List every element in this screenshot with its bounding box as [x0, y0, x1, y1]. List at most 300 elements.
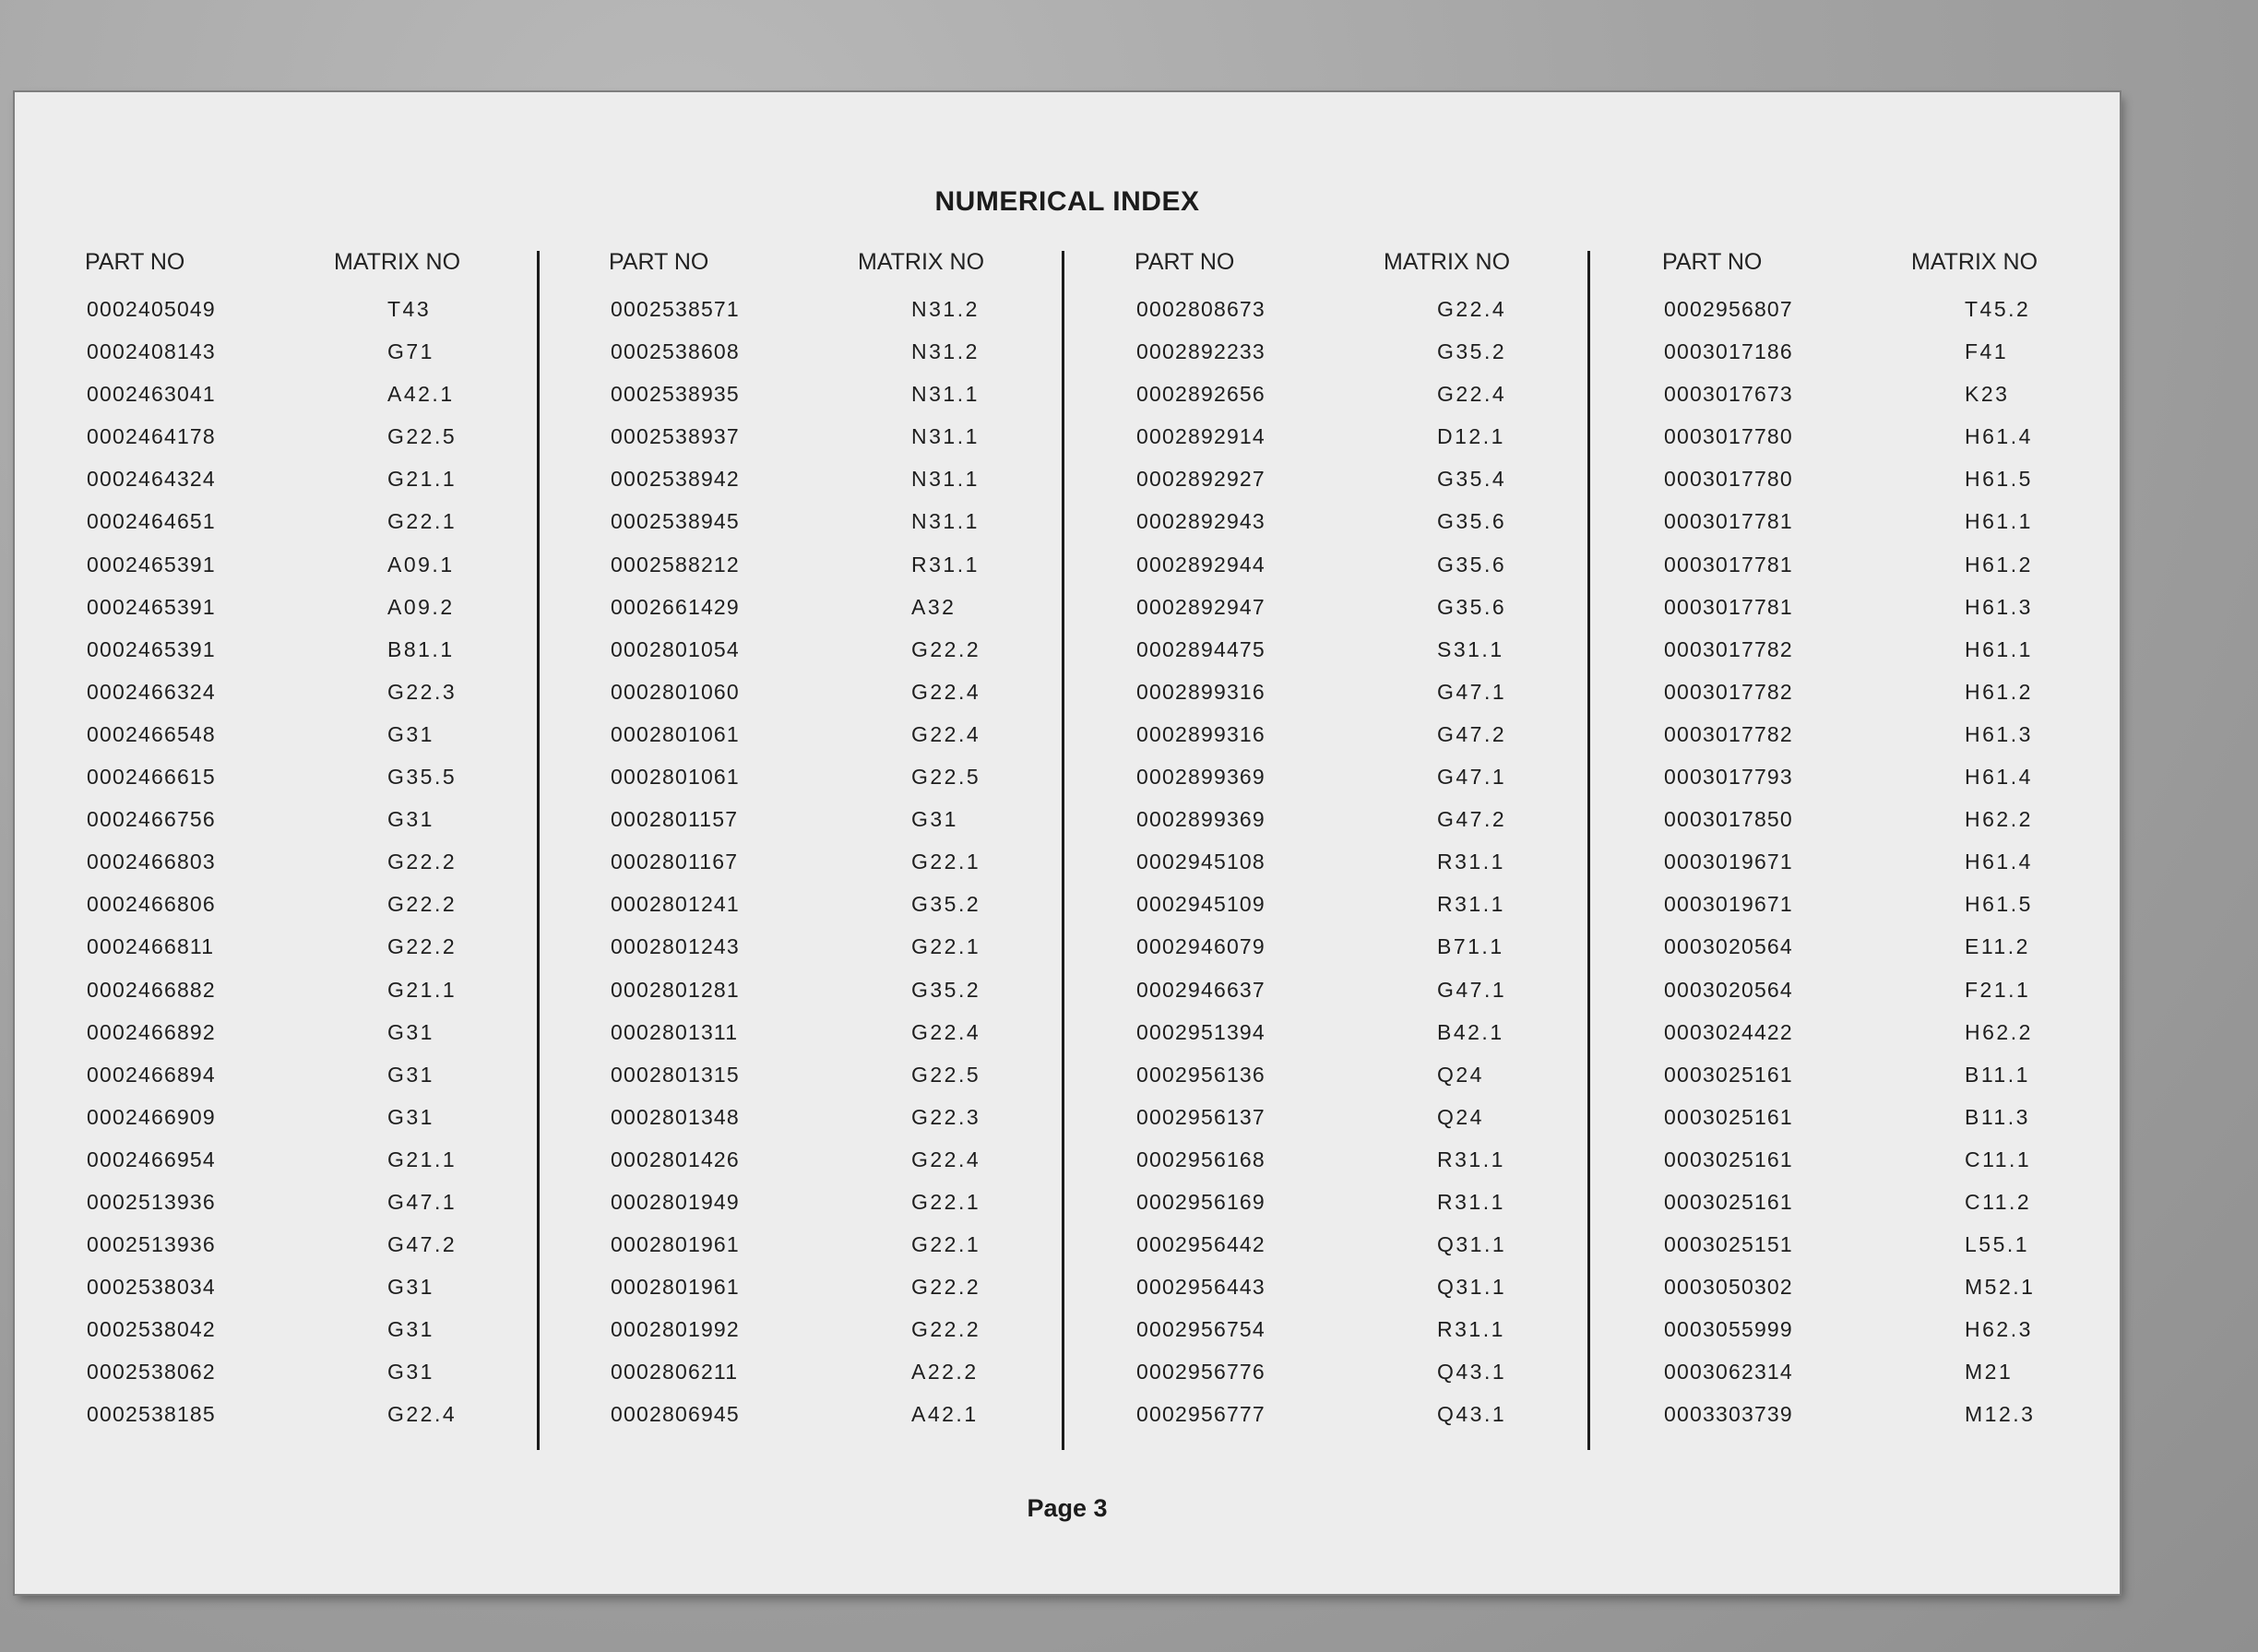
matrix-number: R31.1 [911, 552, 980, 576]
matrix-number: G22.4 [1437, 297, 1507, 321]
part-number: 0002801167 [611, 850, 739, 874]
index-row [609, 509, 1088, 552]
index-column-1 [85, 249, 564, 1445]
index-row [609, 467, 1088, 509]
index-row [1135, 722, 1614, 765]
part-number: 0003024422 [1664, 1019, 1793, 1044]
part-number: 0002801061 [611, 765, 740, 790]
index-row [1662, 1317, 2142, 1360]
matrix-number: G21.1 [387, 467, 458, 492]
part-number: 0002956777 [1136, 1402, 1266, 1427]
part-number: 0003303739 [1664, 1402, 1793, 1427]
part-number: 0002899316 [1136, 679, 1266, 704]
index-row [85, 765, 564, 807]
matrix-number: G22.4 [1437, 382, 1507, 407]
column-divider [1587, 251, 1590, 1450]
index-row [1135, 1360, 1614, 1402]
matrix-no-header: MATRIX NO [1911, 249, 2038, 275]
index-rows [1662, 297, 2142, 1445]
index-row [609, 1063, 1088, 1105]
index-row [85, 1232, 564, 1275]
part-number: 0002945109 [1136, 892, 1266, 917]
matrix-number: R31.1 [1437, 1317, 1505, 1342]
matrix-number: G35.2 [911, 892, 981, 917]
index-row [1662, 765, 2142, 807]
matrix-number: B71.1 [1437, 934, 1504, 959]
index-row [1662, 1147, 2142, 1190]
index-row [1135, 509, 1614, 552]
index-row [1662, 297, 2142, 339]
part-number: 0002894475 [1136, 636, 1266, 661]
part-number: 0002956807 [1664, 297, 1793, 321]
part-number: 0002892914 [1136, 424, 1266, 449]
part-number: 0002801992 [611, 1317, 740, 1342]
part-number: 0002405049 [87, 297, 216, 321]
part-number: 0002538942 [611, 467, 740, 492]
part-number: 0003062314 [1664, 1360, 1793, 1385]
matrix-number: G22.2 [387, 892, 458, 917]
part-number: 0002465391 [87, 594, 216, 619]
index-row [85, 339, 564, 382]
index-row [609, 297, 1088, 339]
index-row [85, 1105, 564, 1147]
index-row [85, 1020, 564, 1063]
part-number: 0003020564 [1664, 977, 1793, 1002]
column-header [1662, 249, 2142, 286]
matrix-number: R31.1 [1437, 892, 1505, 917]
part-number: 0002801241 [611, 892, 740, 917]
matrix-number: N31.2 [911, 339, 980, 364]
index-row [1662, 1275, 2142, 1317]
matrix-number: R31.1 [1437, 1147, 1505, 1171]
matrix-number: G47.1 [1437, 977, 1507, 1002]
index-row [1662, 850, 2142, 892]
index-row [85, 850, 564, 892]
index-row [85, 467, 564, 509]
index-rows [85, 297, 564, 1445]
index-row [1662, 1232, 2142, 1275]
part-no-header: PART NO [85, 249, 185, 275]
part-number: 0002466892 [87, 1019, 216, 1044]
page-title: NUMERICAL INDEX [934, 186, 1200, 217]
matrix-number: B81.1 [387, 636, 455, 661]
index-row [1135, 553, 1614, 595]
column-header [609, 249, 1088, 286]
part-number: 0002538042 [87, 1317, 216, 1342]
index-row [85, 1063, 564, 1105]
part-number: 0002538937 [611, 424, 740, 449]
matrix-number: H61.5 [1965, 892, 2033, 917]
part-number: 0002956443 [1136, 1275, 1266, 1300]
matrix-number: A42.1 [387, 382, 455, 407]
matrix-no-header: MATRIX NO [1384, 249, 1511, 275]
matrix-number: G22.4 [387, 1402, 458, 1427]
matrix-number: H61.5 [1965, 467, 2033, 492]
matrix-number: G31 [911, 807, 958, 832]
matrix-number: T45.2 [1965, 297, 2031, 321]
index-row [1135, 424, 1614, 467]
index-row [1135, 850, 1614, 892]
part-number: 0002899369 [1136, 765, 1266, 790]
index-row [609, 339, 1088, 382]
part-number: 0002801054 [611, 636, 740, 661]
part-number: 0002801157 [611, 807, 739, 832]
part-number: 0003025161 [1664, 1104, 1793, 1129]
index-row [1135, 892, 1614, 934]
index-row [609, 1232, 1088, 1275]
part-number: 0003017781 [1664, 594, 1793, 619]
index-row [85, 637, 564, 680]
column-divider [1062, 251, 1064, 1450]
index-row [609, 680, 1088, 722]
part-number: 0002946079 [1136, 934, 1266, 959]
part-number: 0002899316 [1136, 721, 1266, 746]
index-row [1135, 1063, 1614, 1105]
matrix-number: G21.1 [387, 977, 458, 1002]
matrix-number: G47.1 [1437, 765, 1507, 790]
index-row [1135, 297, 1614, 339]
matrix-number: G22.4 [911, 721, 981, 746]
index-row [1662, 424, 2142, 467]
matrix-number: G35.6 [1437, 594, 1507, 619]
index-row [609, 424, 1088, 467]
part-number: 0002538034 [87, 1275, 216, 1300]
index-row [1662, 1063, 2142, 1105]
index-row [1662, 1402, 2142, 1444]
matrix-number: A32 [911, 594, 957, 619]
index-row [609, 595, 1088, 637]
index-row [609, 1190, 1088, 1232]
index-row [1662, 680, 2142, 722]
matrix-number: G35.2 [911, 977, 981, 1002]
part-number: 0002892927 [1136, 467, 1266, 492]
matrix-number: G22.2 [911, 1317, 981, 1342]
index-row [1135, 765, 1614, 807]
index-row [609, 1317, 1088, 1360]
index-row [609, 1275, 1088, 1317]
part-number: 0002464178 [87, 424, 216, 449]
index-row [1662, 1360, 2142, 1402]
part-number: 0002956136 [1136, 1062, 1266, 1087]
part-number: 0002801060 [611, 679, 740, 704]
index-row [609, 1360, 1088, 1402]
index-row [1662, 934, 2142, 977]
index-row [1662, 382, 2142, 424]
part-number: 0002892944 [1136, 552, 1266, 576]
matrix-number: Q24 [1437, 1062, 1484, 1087]
index-row [609, 934, 1088, 977]
matrix-number: G47.1 [387, 1189, 458, 1214]
index-row [85, 382, 564, 424]
part-number: 0002801426 [611, 1147, 740, 1171]
part-number: 0002946637 [1136, 977, 1266, 1002]
matrix-number: B11.3 [1965, 1104, 2030, 1129]
part-number: 0002466811 [87, 934, 215, 959]
index-row [85, 1402, 564, 1444]
matrix-number: G22.4 [911, 679, 981, 704]
part-number: 0002513936 [87, 1232, 216, 1257]
index-row [1135, 382, 1614, 424]
index-row [609, 722, 1088, 765]
part-number: 0003017780 [1664, 467, 1793, 492]
index-row [609, 1402, 1088, 1444]
index-row [1662, 1105, 2142, 1147]
part-number: 0002945108 [1136, 850, 1266, 874]
index-row [85, 934, 564, 977]
index-row [85, 1147, 564, 1190]
matrix-number: G47.2 [1437, 721, 1507, 746]
part-number: 0002801315 [611, 1062, 740, 1087]
part-number: 0002892233 [1136, 339, 1266, 364]
matrix-number: M12.3 [1965, 1402, 2036, 1427]
part-number: 0003025151 [1664, 1232, 1793, 1257]
part-number: 0002801281 [611, 977, 740, 1002]
index-column-3 [1135, 249, 1614, 1445]
part-number: 0002801949 [611, 1189, 740, 1214]
part-number: 0002892943 [1136, 509, 1266, 534]
matrix-number: A22.2 [911, 1360, 979, 1385]
matrix-number: G22.3 [911, 1104, 981, 1129]
matrix-number: G31 [387, 721, 434, 746]
matrix-number: M52.1 [1965, 1275, 2036, 1300]
index-row [1135, 595, 1614, 637]
matrix-number: K23 [1965, 382, 2010, 407]
part-number: 0003017850 [1664, 807, 1793, 832]
part-number: 0002466894 [87, 1062, 216, 1087]
matrix-number: G22.5 [911, 765, 981, 790]
matrix-number: G22.2 [911, 1275, 981, 1300]
part-number: 0002956169 [1136, 1189, 1266, 1214]
index-row [1662, 1020, 2142, 1063]
part-number: 0002466806 [87, 892, 216, 917]
part-number: 0002465391 [87, 636, 216, 661]
matrix-number: H61.3 [1965, 594, 2033, 619]
matrix-number: G22.4 [911, 1147, 981, 1171]
index-row [609, 892, 1088, 934]
part-number: 0002899369 [1136, 807, 1266, 832]
matrix-no-header: MATRIX NO [858, 249, 985, 275]
index-row [1135, 680, 1614, 722]
part-number: 0003017782 [1664, 679, 1793, 704]
part-number: 0002956168 [1136, 1147, 1266, 1171]
matrix-number: H61.4 [1965, 765, 2033, 790]
matrix-number: G35.6 [1437, 509, 1507, 534]
index-row [609, 850, 1088, 892]
index-column-2 [609, 249, 1088, 1445]
matrix-number: N31.1 [911, 382, 980, 407]
matrix-number: G35.2 [1437, 339, 1507, 364]
matrix-number: N31.1 [911, 467, 980, 492]
column-header [1135, 249, 1614, 286]
part-number: 0002956776 [1136, 1360, 1266, 1385]
matrix-number: Q31.1 [1437, 1275, 1507, 1300]
matrix-number: C11.1 [1965, 1147, 2032, 1171]
matrix-number: G31 [387, 1062, 434, 1087]
matrix-number: H62.2 [1965, 1019, 2033, 1044]
matrix-no-header: MATRIX NO [334, 249, 461, 275]
matrix-number: S31.1 [1437, 636, 1504, 661]
index-row [85, 424, 564, 467]
matrix-number: G35.4 [1437, 467, 1507, 492]
part-number: 0002465391 [87, 552, 216, 576]
matrix-number: G22.1 [911, 1232, 981, 1257]
matrix-number: G22.3 [387, 679, 458, 704]
index-row [85, 297, 564, 339]
index-row [609, 1020, 1088, 1063]
part-number: 0002808673 [1136, 297, 1266, 321]
matrix-number: B11.1 [1965, 1062, 2030, 1087]
matrix-number: G47.2 [1437, 807, 1507, 832]
matrix-number: N31.1 [911, 509, 980, 534]
index-row [85, 509, 564, 552]
part-number: 0002956754 [1136, 1317, 1266, 1342]
matrix-number: F41 [1965, 339, 2009, 364]
index-row [1662, 978, 2142, 1020]
matrix-number: G22.4 [911, 1019, 981, 1044]
part-number: 0003017186 [1664, 339, 1793, 364]
matrix-number: B42.1 [1437, 1019, 1504, 1044]
part-number: 0002801348 [611, 1104, 740, 1129]
part-no-header: PART NO [1135, 249, 1235, 275]
index-row [609, 978, 1088, 1020]
part-number: 0002408143 [87, 339, 216, 364]
matrix-number: G31 [387, 1104, 434, 1129]
part-number: 0002892947 [1136, 594, 1266, 619]
part-number: 0003055999 [1664, 1317, 1793, 1342]
part-number: 0002538935 [611, 382, 740, 407]
index-row [1135, 934, 1614, 977]
matrix-number: G31 [387, 1360, 434, 1385]
part-number: 0003017782 [1664, 721, 1793, 746]
part-number: 0003017781 [1664, 509, 1793, 534]
index-row [85, 1317, 564, 1360]
index-row [85, 722, 564, 765]
matrix-number: G22.1 [911, 850, 981, 874]
index-row [85, 892, 564, 934]
matrix-number: N31.1 [911, 424, 980, 449]
matrix-number: G22.5 [911, 1062, 981, 1087]
index-column-4 [1662, 249, 2142, 1445]
part-number: 0002466756 [87, 807, 216, 832]
matrix-number: H61.2 [1965, 552, 2033, 576]
part-no-header: PART NO [1662, 249, 1763, 275]
matrix-number: G47.1 [1437, 679, 1507, 704]
matrix-number: A09.1 [387, 552, 455, 576]
index-row [1135, 1232, 1614, 1275]
index-page [15, 92, 2120, 1594]
matrix-number: C11.2 [1965, 1189, 2032, 1214]
part-number: 0003020564 [1664, 934, 1793, 959]
index-row [609, 1105, 1088, 1147]
index-row [1135, 1317, 1614, 1360]
part-number: 0002951394 [1136, 1019, 1266, 1044]
matrix-number: Q43.1 [1437, 1360, 1507, 1385]
matrix-number: H61.3 [1965, 721, 2033, 746]
index-rows [1135, 297, 1614, 1445]
part-number: 0002466324 [87, 679, 216, 704]
part-number: 0003025161 [1664, 1147, 1793, 1171]
index-row [1135, 1105, 1614, 1147]
part-no-header: PART NO [609, 249, 709, 275]
index-row [609, 637, 1088, 680]
part-number: 0002801961 [611, 1275, 740, 1300]
index-row [1135, 637, 1614, 680]
part-number: 0002463041 [87, 382, 216, 407]
matrix-number: G71 [387, 339, 434, 364]
part-number: 0002538185 [87, 1402, 216, 1427]
index-row [609, 765, 1088, 807]
matrix-number: A09.2 [387, 594, 455, 619]
part-number: 0003019671 [1664, 892, 1793, 917]
part-number: 0002801311 [611, 1019, 739, 1044]
page-number: Page 3 [1027, 1494, 1108, 1522]
index-row [85, 680, 564, 722]
index-row [609, 1147, 1088, 1190]
index-row [1135, 1147, 1614, 1190]
matrix-number: Q24 [1437, 1104, 1484, 1129]
index-row [1135, 807, 1614, 850]
part-number: 0003017782 [1664, 636, 1793, 661]
index-row [85, 595, 564, 637]
column-header [85, 249, 564, 286]
matrix-number: G31 [387, 1019, 434, 1044]
part-number: 0002466803 [87, 850, 216, 874]
index-row [85, 1360, 564, 1402]
matrix-number: L55.1 [1965, 1232, 2030, 1257]
matrix-number: G35.5 [387, 765, 458, 790]
matrix-number: H61.1 [1965, 636, 2033, 661]
matrix-number: Q43.1 [1437, 1402, 1507, 1427]
index-row [85, 807, 564, 850]
part-number: 0002513936 [87, 1189, 216, 1214]
matrix-number: H62.3 [1965, 1317, 2033, 1342]
index-row [1135, 1020, 1614, 1063]
column-divider [537, 251, 540, 1450]
part-number: 0002538945 [611, 509, 740, 534]
part-number: 0002538608 [611, 339, 740, 364]
index-row [1662, 637, 2142, 680]
part-number: 0002661429 [611, 594, 740, 619]
part-number: 0003019671 [1664, 850, 1793, 874]
matrix-number: Q31.1 [1437, 1232, 1507, 1257]
matrix-number: G31 [387, 1317, 434, 1342]
matrix-number: G22.2 [911, 636, 981, 661]
part-number: 0002466615 [87, 765, 216, 790]
index-row [1662, 807, 2142, 850]
index-row [85, 978, 564, 1020]
matrix-number: H61.4 [1965, 424, 2033, 449]
part-number: 0002956442 [1136, 1232, 1266, 1257]
matrix-number: D12.1 [1437, 424, 1505, 449]
part-number: 0002466882 [87, 977, 216, 1002]
matrix-number: H61.2 [1965, 679, 2033, 704]
matrix-number: F21.1 [1965, 977, 2031, 1002]
index-row [1662, 1190, 2142, 1232]
part-number: 0002588212 [611, 552, 740, 576]
matrix-number: G22.5 [387, 424, 458, 449]
part-number: 0002466548 [87, 721, 216, 746]
matrix-number: G35.6 [1437, 552, 1507, 576]
index-row [609, 553, 1088, 595]
index-row [85, 1275, 564, 1317]
index-row [1662, 595, 2142, 637]
index-row [1662, 722, 2142, 765]
index-row [609, 807, 1088, 850]
index-row [609, 382, 1088, 424]
part-number: 0003017793 [1664, 765, 1793, 790]
index-row [1662, 892, 2142, 934]
part-number: 0003050302 [1664, 1275, 1793, 1300]
